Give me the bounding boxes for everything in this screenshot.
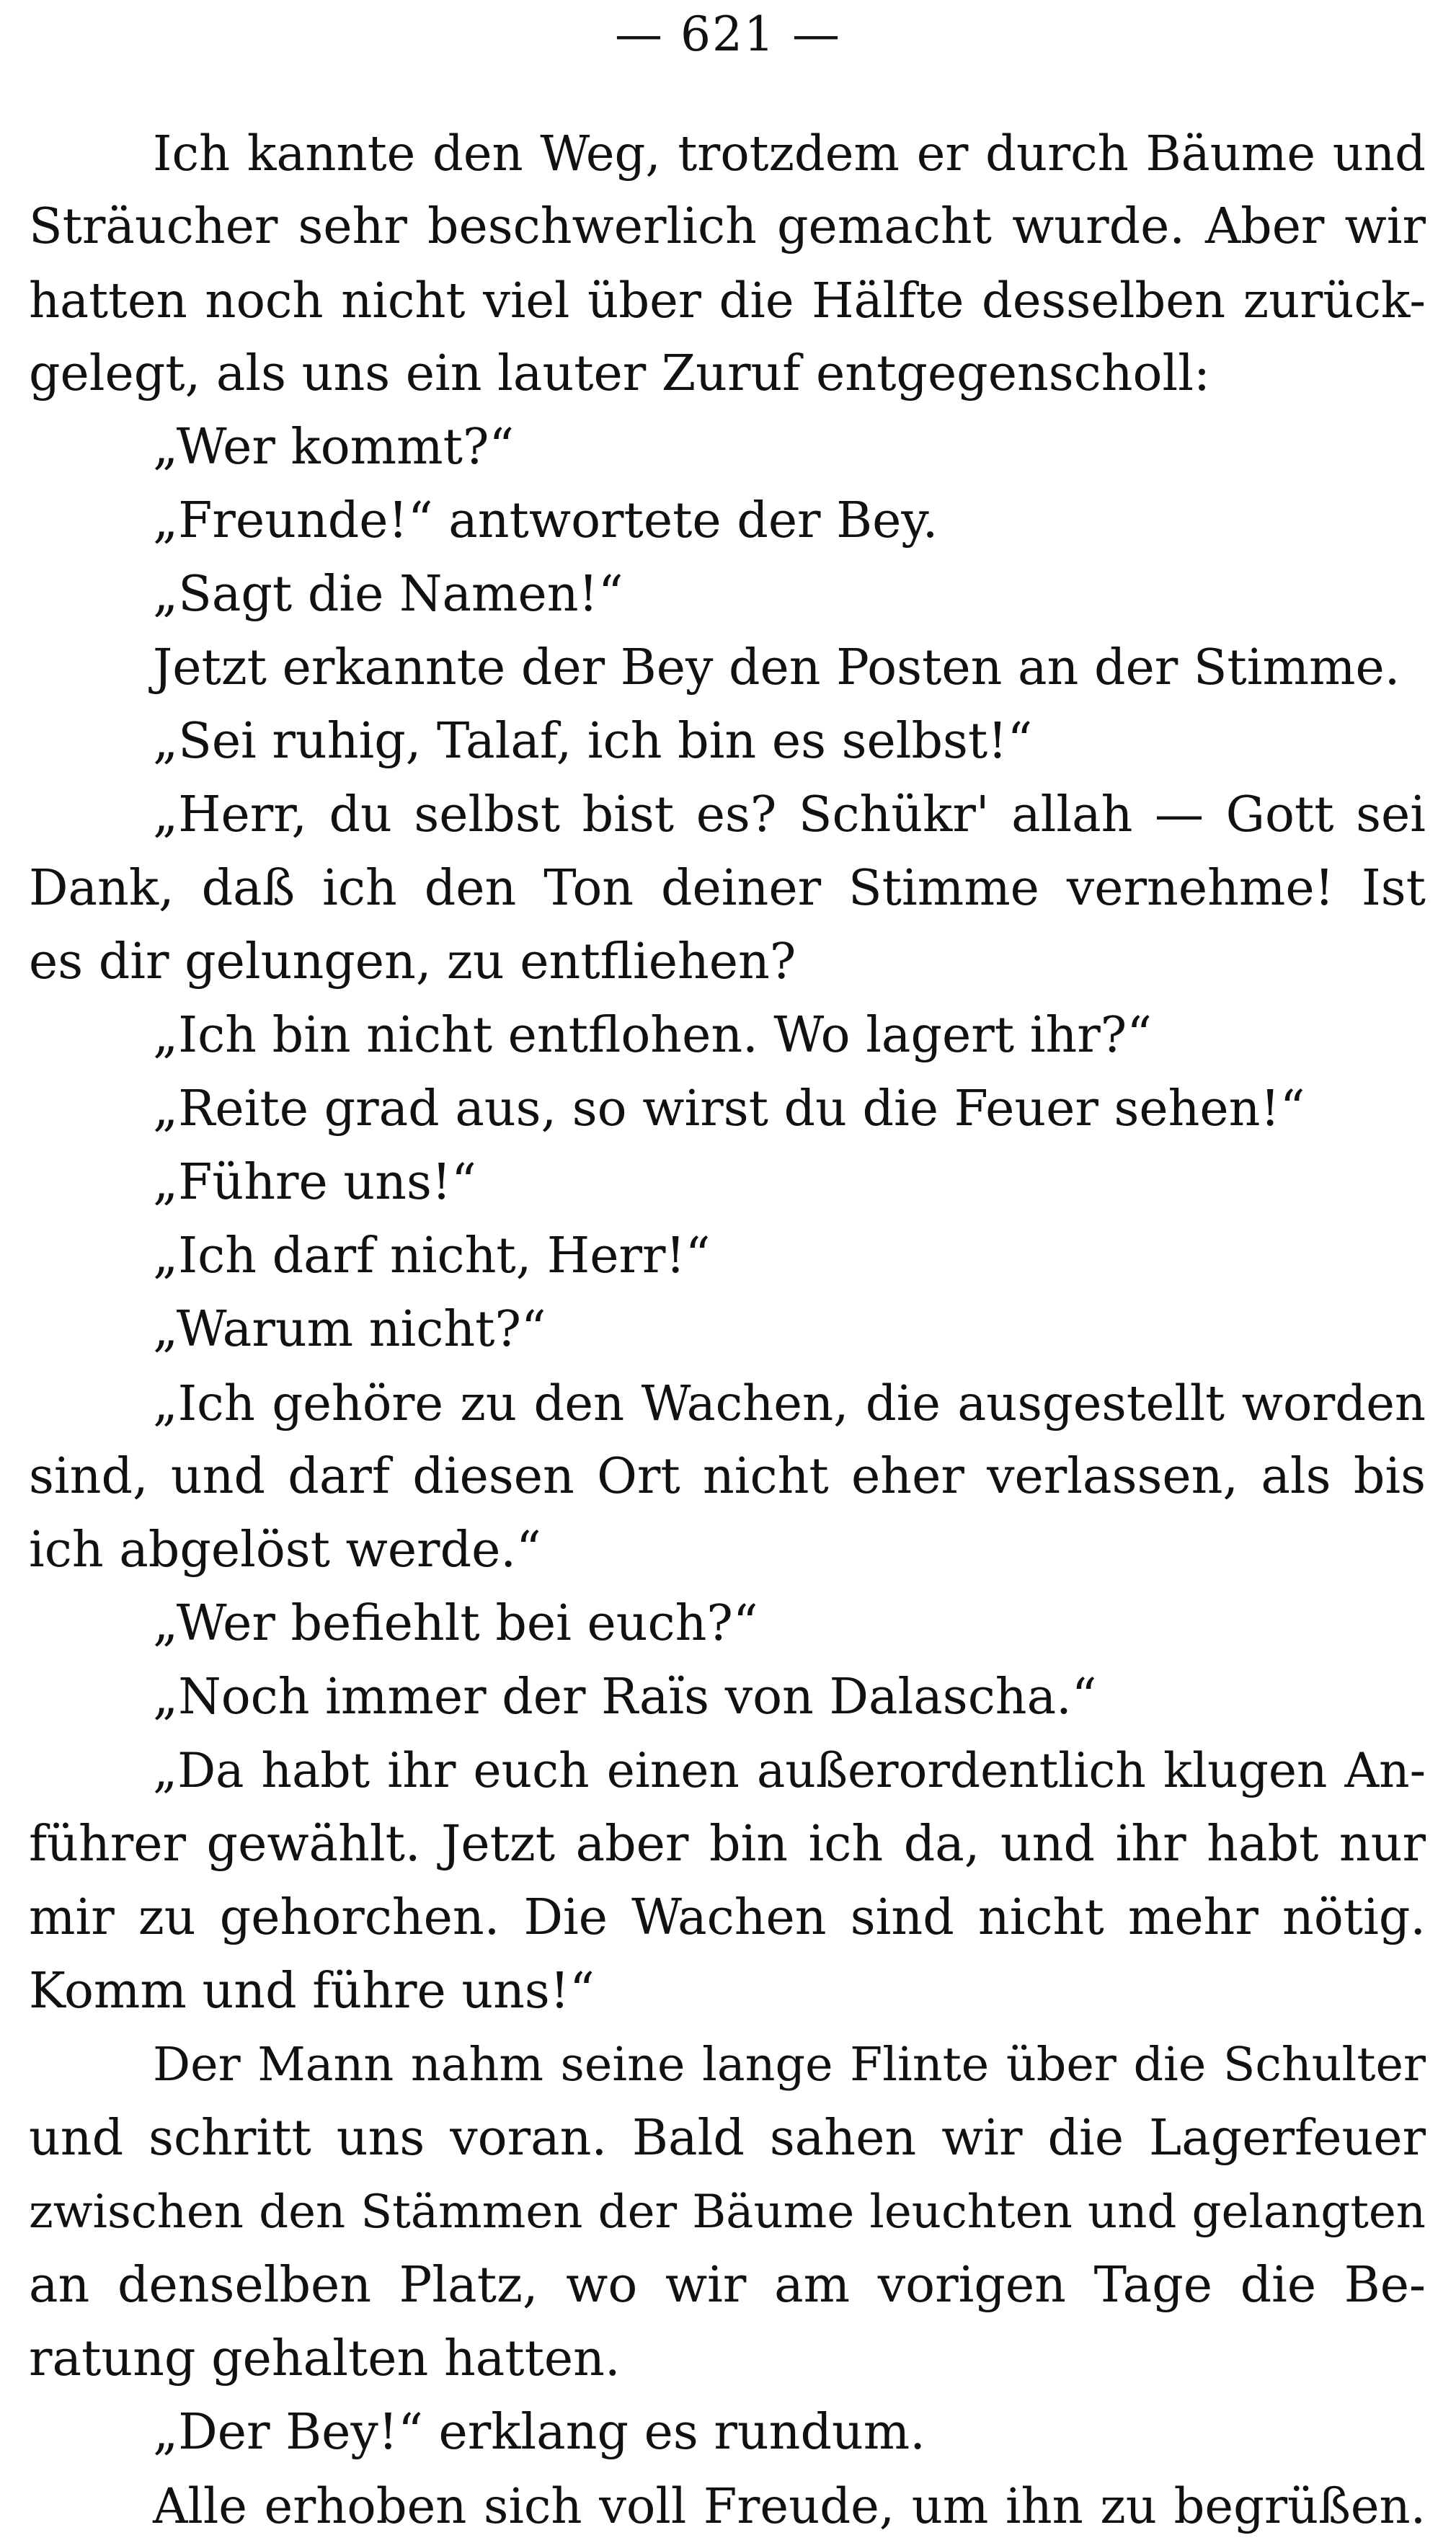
- text-line: „Da habt ihr euch einen außerordentlich klugen An-: [153, 1743, 1426, 1798]
- text-line: Komm und führe uns!“: [29, 1963, 595, 2020]
- text-line: „Wer befiehlt bei euch?“: [153, 1595, 758, 1652]
- text-line: Alle erhoben sich voll Freude, um ihn zu begrüßen.: [153, 2478, 1426, 2534]
- text-line: ich abgelöst werde.“: [29, 1522, 541, 1579]
- text-line: ratung gehalten hatten.: [29, 2330, 621, 2387]
- text-line: zwischen den Stämmen der Bäume leuchten und gelangten: [29, 2185, 1426, 2239]
- text-line: führer gewählt. Jetzt aber bin ich da, und ihr habt nur: [29, 1816, 1426, 1873]
- text-line: „Führe uns!“: [153, 1154, 476, 1211]
- text-line: „Sagt die Namen!“: [153, 566, 623, 623]
- text-line: „Wer kommt?“: [153, 419, 515, 476]
- text-line: an denselben Platz, wo wir am vorigen Tage die Be-: [29, 2257, 1426, 2314]
- text-line: „Ich darf nicht, Herr!“: [153, 1228, 711, 1284]
- text-line: „Freunde!“ antwortete der Bey.: [153, 492, 938, 549]
- text-line: „Ich bin nicht entflohen. Wo lagert ihr?“: [153, 1007, 1152, 1064]
- body-text: [29, 117, 1426, 2543]
- text-line: mir zu gehorchen. Die Wachen sind nicht mehr nötig.: [29, 1889, 1426, 1946]
- text-line: „Reite grad aus, so wirst du die Feuer sehen!“: [153, 1080, 1305, 1137]
- text-line: sind, und darf diesen Ort nicht eher verlassen, als bis: [29, 1448, 1426, 1505]
- text-line: gelegt, als uns ein lauter Zuruf entgegenscholl:: [29, 345, 1210, 402]
- text-line: und schritt uns voran. Bald sahen wir die Lagerfeuer: [29, 2110, 1426, 2167]
- text-line: „Noch immer der Raïs von Dalascha.“: [153, 1669, 1097, 1726]
- text-line: „Herr, du selbst bist es? Schükr' allah — Gott sei: [153, 786, 1426, 843]
- page-number: — 621 —: [615, 6, 841, 62]
- text-line: Dank, daß ich den Ton deiner Stimme vernehme! Ist: [29, 860, 1426, 917]
- text-line: Ich kannte den Weg, trotzdem er durch Bäume und: [153, 125, 1426, 182]
- text-line: „Warum nicht?“: [153, 1301, 546, 1358]
- text-line: es dir gelungen, zu entfliehen?: [29, 933, 796, 990]
- text-line: hatten noch nicht viel über die Hälfte desselben zurück-: [29, 272, 1426, 329]
- text-line: „Der Bey!“ erklang es rundum.: [153, 2404, 925, 2461]
- text-line: „Sei ruhig, Talaf, ich bin es selbst!“: [153, 713, 1033, 770]
- text-line: Der Mann nahm seine lange Flinte über die Schulter: [153, 2038, 1426, 2092]
- text-line: Jetzt erkannte der Bey den Posten an der Stimme.: [153, 639, 1400, 696]
- text-line: Sträucher sehr beschwerlich gemacht wurde. Aber wir: [29, 198, 1426, 255]
- text-line: „Ich gehöre zu den Wachen, die ausgestellt worden: [153, 1375, 1426, 1432]
